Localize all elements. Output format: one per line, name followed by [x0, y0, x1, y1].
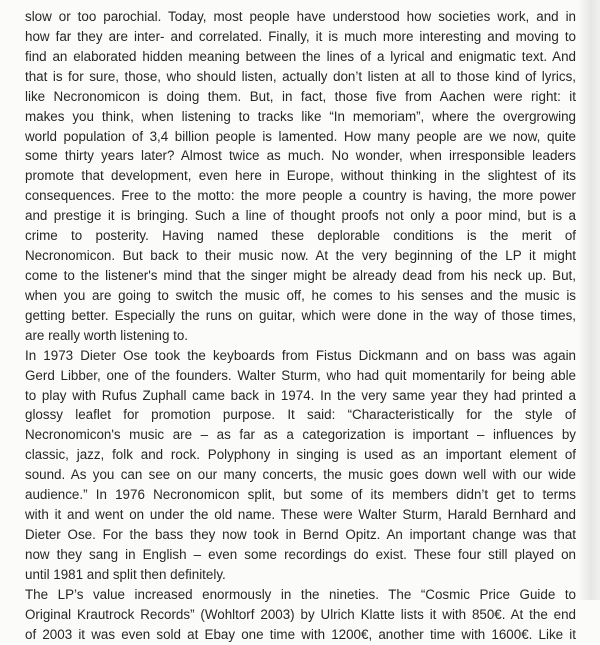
- text-line: consequences. Free to the motto: the more people a country is having, the more power: [25, 188, 576, 204]
- text-line: find an elaborated hidden meaning between the lines of a lyrical and enigmatic text. And: [25, 48, 576, 64]
- text-line: now they sang in English – even some recordings do exist. These four still played on: [25, 546, 576, 562]
- text-line: sound. As you can see on our many concerts, the music goes down well with our wide: [25, 467, 576, 483]
- text-line: Gerd Libber, one of the founders. Walter Sturm, who had quit momentarily for being able: [25, 367, 576, 383]
- page-edge-shadow: [578, 0, 600, 600]
- text-line: of 2003 it was even sold at Ebay one time with 1200€, another time with 1600€. Like it: [25, 626, 576, 642]
- text-line: come to the listener's mind that the singer might be already dead from his neck up. But,: [25, 267, 576, 283]
- text-line: audience.” In 1976 Necronomicon split, but some of its members didn’t get to terms: [25, 487, 576, 503]
- text-line: world population of 3,4 billion people is lamented. How many people are we now, quite: [25, 128, 576, 144]
- text-line: some thirty years later? Almost twice as much. No wonder, when irresponsible leaders: [25, 148, 576, 164]
- text-line: Necronomicon's music are – as far as a categorization is important – influences by: [25, 427, 576, 443]
- text-line: Necronomicon. But back to their music now. At the very beginning of the LP it might: [25, 248, 576, 264]
- text-line: classic, jazz, folk and rock. Polyphony in singing is used as an important element of: [25, 447, 576, 463]
- text-line: makes you think, when listening to tracks like “In memoriam”, where the overgrowing: [25, 108, 576, 124]
- text-line: promote that development, even here in Europe, without thinking in the slightest of its: [25, 168, 576, 184]
- text-line: Original Krautrock Records” (Wohltorf 2003) by Ulrich Klatte lists it with 850€. At the end: [25, 606, 576, 622]
- text-line: until 1981 and split then definitely.: [25, 566, 226, 582]
- text-line: to play with Rufus Zuphall came back in 1974. In the very same year they had printed a: [25, 387, 576, 403]
- document-body: [25, 7, 576, 645]
- text-line: In 1973 Dieter Ose took the keyboards from Fistus Dickmann and on bass was again: [25, 347, 576, 363]
- text-line: like Necronomicon is doing them. But, in fact, those five from Aachen were right: it: [25, 88, 576, 104]
- text-line: glossy leaflet for promotion purpose. It said: “Characteristically for the style of: [25, 407, 576, 423]
- text-line: Dieter Ose. For the bass they now took in Bernd Opitz. An important change was that: [25, 526, 576, 542]
- text-line: slow or too parochial. Today, most people have understood how societies work, and in: [25, 9, 576, 24]
- text-line: The LP’s value increased enormously in the nineties. The “Cosmic Price Guide to: [25, 586, 576, 602]
- text-line: and prestige it is bringing. Such a line of thought proofs not only a poor mind, but is a: [25, 208, 576, 224]
- text-line: that is for sure, those, who should listen, actually don’t listen at all to those kind of lyrics,: [25, 68, 576, 84]
- text-line: getting better. Especially the runs on guitar, which were done in the way of those times,: [25, 307, 576, 323]
- text-line: when you are going to switch the music off, he comes to his senses and the music is: [25, 287, 576, 303]
- text-line: crime to posterity. Having named these deplorable conditions is the merit of: [25, 228, 576, 244]
- text-line: are really worth listening to.: [25, 327, 188, 343]
- text-line: how far they are inter- and correlated. Finally, it is much more interesting and moving to: [25, 28, 576, 44]
- text-line: with it and went on under the old name. These were Walter Sturm, Harald Bernhard and: [25, 507, 576, 523]
